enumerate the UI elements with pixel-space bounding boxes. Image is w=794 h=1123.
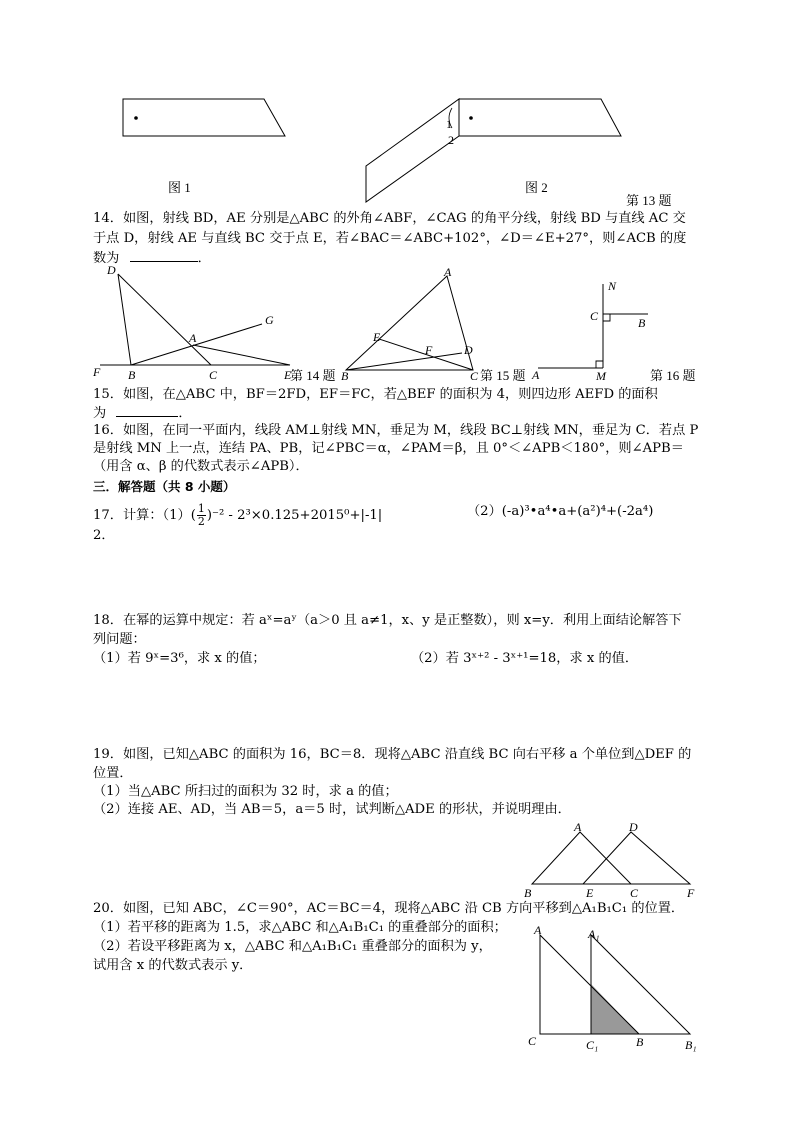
q20-point-B: B [636,1035,644,1049]
q20-point-C: C [528,1034,537,1048]
q15-answer-blank[interactable] [116,404,178,417]
q18-part2: （2）若 3ˣ⁺² - 3ˣ⁺¹=18，求 x 的值． [411,651,639,666]
q19-point-E: E [586,886,594,900]
q18-line2: 列问题： [93,632,146,647]
fig1-caption: 图 1 [168,180,191,195]
q15-point-A: A [444,265,452,279]
q17-part1-rest: )⁻² - 2³×0.125+2015⁰+|-1| [206,508,383,523]
q14-caption: 第 14 题 [290,368,336,383]
q13-caption: 第 13 题 [626,193,672,208]
q20-line3: （2）若设平移距离为 x，△ABC 和△A₁B₁C₁ 重叠部分的面积为 y， [93,939,492,954]
q19-line2: 位置． [93,766,133,781]
q13-figure [0,0,794,210]
q16-line1: 16．如图，在同一平面内，线段 AM⊥射线 MN，垂足为 M，线段 BC⊥射线 MN，垂足为 C．若点 P [93,423,699,438]
q14-line-BD [118,274,131,365]
fig2-top-strip [459,99,621,136]
q15-triangle-ABC [346,276,473,370]
q14-point-E: E [284,368,292,382]
q15-point-F: F [425,343,433,357]
q14-point-F: F [93,365,101,379]
q19-line1: 19．如图，已知△ABC 的面积为 16，BC＝8．现将△ABC 沿直线 BC 向右平移 a 个单位到△DEF 的 [93,747,692,762]
fig2-caption: 图 2 [525,180,548,195]
q15-point-B: B [341,369,349,383]
fig1-dot [134,116,138,120]
q14-point-A: A [189,331,197,345]
q15-line2 [93,404,192,422]
fig2-dot [469,116,473,120]
q14-point-G: G [265,313,274,327]
q15-line1: 15．如图，在△ABC 中，BF＝2FD，EF＝FC，若△BEF 的面积为 4，则四边形 AEFD 的面积 [93,387,658,402]
q20-line4: 试用含 x 的代数式表示 y． [93,958,253,973]
q16-caption: 第 16 题 [650,368,696,383]
q14-line-BG [131,324,262,365]
q20-triangle-ABC [540,935,639,1034]
q17-fraction [197,503,206,528]
q19-point-B: B [524,886,532,900]
fig2-label-1: 1 [446,117,452,131]
q16-line2: 是射线 MN 上一点，连结 PA、PB，记∠PBC＝α，∠PAM＝β，且 0°＜∠APB＜180°，则∠APB＝ [93,441,684,456]
q14-line2: 于点 D，射线 AE 与直线 BC 交于点 E，若∠BAC＝∠ABC+102°，∠D＝∠E+27°，则∠ACB 的度 [93,231,687,246]
q17-part2: （2）(-a)³•a⁴•a+(a²)⁴+(-2a⁴) [467,504,654,519]
q15-line2-text: 为 [93,406,107,421]
q17-frac-den: 2 [197,515,205,528]
q20-figure [520,920,720,1060]
q20-point-B1: B₁ [685,1038,697,1052]
q16-line3: （用含 α、β 的代数式表示∠APB）． [93,459,309,474]
q20-line2: （1）若平移的距离为 1.5，求△ABC 和△A₁B₁C₁ 的重叠部分的面积； [93,920,507,935]
q16-right-angle-M [596,361,603,368]
q19-point-F: F [687,886,695,900]
q19-point-C: C [630,886,639,900]
q20-point-C1: C₁ [586,1038,599,1052]
q16-point-B: B [638,316,646,330]
q20-point-A: A [534,923,542,937]
fig2-label-2: 2 [448,133,454,147]
q16-point-M: M [596,369,606,383]
q19-triangle-DEF [583,832,690,884]
q15-caption: 第 15 题 [480,368,526,383]
q18-part1: （1）若 9ˣ=3⁶，求 x 的值； [93,651,266,666]
q16-right-angle-C [603,314,610,321]
q14-answer-blank[interactable] [130,249,198,262]
q15-point-E: E [373,330,381,344]
section3-heading: 三．解答题（共 8 小题） [93,479,236,494]
q17-frac-num: 1 [197,502,205,515]
q15-line2-end: ． [178,406,192,421]
q20-point-A1: A₁ [588,927,600,941]
q19-line4: （2）连接 AE、AD，当 AB＝5，a＝5 时，试判断△ADE 的形状，并说明理由． [93,802,571,817]
q14-line-DC [118,274,211,365]
q14-point-C: C [209,368,218,382]
q14-line3-text: 数为 [93,251,120,266]
q15-line-BD [346,353,462,370]
q14-point-D: D [107,263,116,277]
q16-point-C: C [590,309,599,323]
q15-point-C: C [470,369,479,383]
q17-part1 [93,503,382,528]
q17-cont: 2． [93,528,115,543]
q14-line3-end: ． [197,251,211,266]
q17-lead: 17．计算：（1）( [93,508,196,523]
q14-point-B: B [128,368,136,382]
q19-triangle-ABC [532,832,631,884]
q19-line3: （1）当△ABC 所扫过的面积为 32 时，求 a 的值； [93,784,398,799]
q14-line1: 14．如图，射线 BD，AE 分别是△ABC 的外角∠ABF，∠CAG 的角平分线，射线 BD 与直线 AC 交 [93,211,686,226]
q20-line1: 20．如图，已知 ABC，∠C＝90°，AC＝BC＝4，现将△ABC 沿 CB 方向平移到△A₁B₁C₁ 的位置． [93,901,685,916]
q16-point-N: N [608,279,617,293]
q15-point-D: D [464,343,473,357]
q18-line1: 18．在幂的运算中规定：若 aˣ=aʸ（a＞0 且 a≠1，x、y 是正整数），则 x=y．利用上面结论解答下 [93,613,682,628]
q16-point-A: A [532,368,540,382]
q19-figure [515,815,715,905]
fig1-strip [123,99,285,136]
q14-figure [0,262,794,392]
fig2-folded-strip [366,99,459,202]
q19-point-A: A [574,820,582,834]
q19-point-D: D [629,820,638,834]
